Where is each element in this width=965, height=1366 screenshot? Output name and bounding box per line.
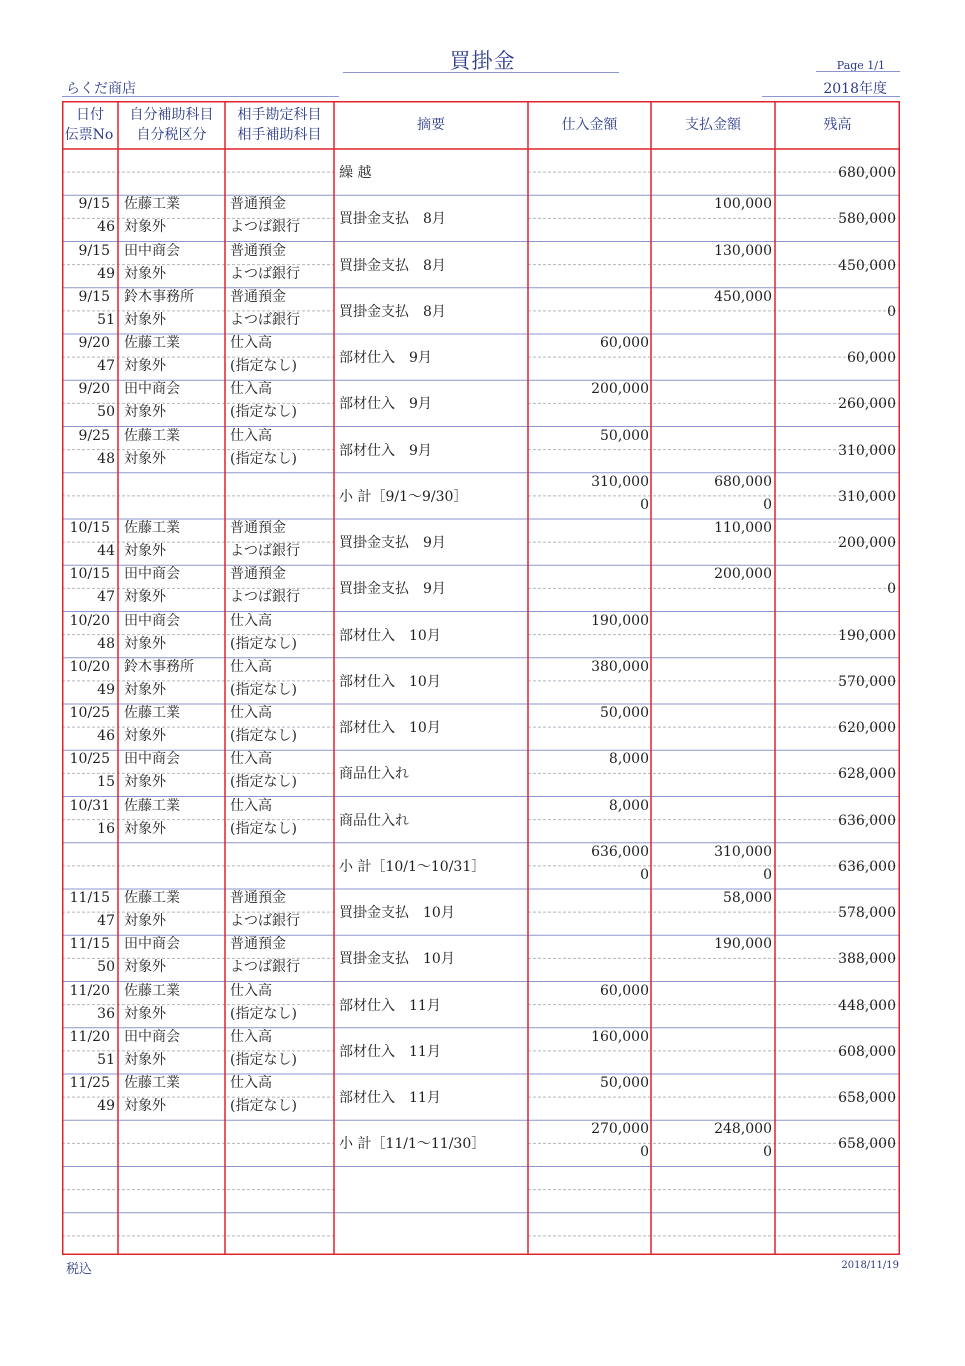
cell-sub-account: 佐藤工業 xyxy=(124,196,180,213)
cell-balance: 260,000 xyxy=(838,396,896,413)
print-date: 2018/11/19 xyxy=(841,1260,899,1271)
cell-balance: 578,000 xyxy=(838,905,896,921)
year-underline xyxy=(762,96,900,97)
cell-memo: 商品仕入れ xyxy=(339,766,409,783)
cell-counter-sub: よつば銀行 xyxy=(230,219,300,236)
cell-counter-sub: (指定なし) xyxy=(230,635,297,652)
cell-counter-account: 仕入高 xyxy=(230,797,272,814)
cell-balance: 0 xyxy=(887,303,896,320)
cell-sub-account: 佐藤工業 xyxy=(124,890,180,906)
header-slip-no: 伝票No xyxy=(64,127,114,143)
cell-slip-no: 47 xyxy=(97,589,115,606)
cell-slip-no: 15 xyxy=(97,774,115,791)
cell-balance: 658,000 xyxy=(838,1136,896,1153)
cell-slip-no: 16 xyxy=(97,820,115,837)
cell-counter-account: 仕入高 xyxy=(230,982,272,999)
cell-balance: 200,000 xyxy=(838,535,896,551)
title-underline xyxy=(343,72,619,73)
cell-slip-no: 47 xyxy=(97,913,115,929)
cell-memo: 部材仕入 11月 xyxy=(339,997,441,1014)
cell-sub-account: 佐藤工業 xyxy=(124,520,180,536)
cell-date: 9/15 xyxy=(78,196,110,213)
cell-counter-account: 仕入高 xyxy=(230,751,272,768)
cell-tax-class: 対象外 xyxy=(124,820,166,837)
cell-memo: 商品仕入れ xyxy=(339,812,409,829)
cell-date: 11/25 xyxy=(69,1075,110,1091)
cell-memo: 繰 越 xyxy=(339,165,372,181)
cell-slip-no: 47 xyxy=(97,358,115,374)
cell-memo: 部材仕入 9月 xyxy=(339,396,432,413)
cell-sub-account: 鈴木事務所 xyxy=(124,658,194,675)
cell-balance: 310,000 xyxy=(838,488,896,505)
page-underline xyxy=(816,71,900,72)
cell-balance: 658,000 xyxy=(838,1090,896,1106)
cell-date: 9/20 xyxy=(78,335,110,351)
cell-tax-class: 対象外 xyxy=(124,265,166,282)
cell-tax-class: 対象外 xyxy=(124,543,166,559)
cell-purchase-amount: 60,000 xyxy=(600,982,649,999)
cell-counter-account: 仕入高 xyxy=(230,335,272,351)
cell-sub-account: 佐藤工業 xyxy=(124,427,180,444)
header-memo: 摘要 xyxy=(417,117,445,133)
cell-memo: 買掛金支払 9月 xyxy=(339,535,446,551)
cell-memo: 買掛金支払 9月 xyxy=(339,581,446,598)
cell-counter-account: 仕入高 xyxy=(230,658,272,675)
cell-payment-amount: 248,000 xyxy=(714,1121,772,1138)
cell-slip-no: 44 xyxy=(97,543,115,559)
cell-date: 10/20 xyxy=(69,658,110,675)
cell-purchase-tax: 0 xyxy=(640,1144,649,1161)
cell-counter-sub: よつば銀行 xyxy=(230,265,300,282)
cell-memo: 小 計［9/1～9/30］ xyxy=(339,488,468,505)
cell-purchase-amount: 60,000 xyxy=(600,335,649,351)
cell-sub-account: 佐藤工業 xyxy=(124,797,180,814)
cell-purchase-amount: 270,000 xyxy=(591,1121,649,1138)
cell-tax-class: 対象外 xyxy=(124,959,166,976)
cell-balance: 628,000 xyxy=(838,766,896,783)
cell-memo: 部材仕入 9月 xyxy=(339,350,432,366)
cell-payment-amount: 100,000 xyxy=(714,196,772,213)
cell-slip-no: 46 xyxy=(97,219,115,236)
cell-date: 9/15 xyxy=(78,242,110,259)
cell-slip-no: 49 xyxy=(97,1098,115,1114)
cell-memo: 買掛金支払 10月 xyxy=(339,905,455,921)
cell-purchase-amount: 200,000 xyxy=(591,381,649,398)
cell-date: 11/15 xyxy=(69,890,110,906)
cell-purchase-amount: 8,000 xyxy=(608,751,649,768)
cell-counter-sub: (指定なし) xyxy=(230,1051,297,1068)
cell-slip-no: 49 xyxy=(97,681,115,698)
cell-counter-sub: よつば銀行 xyxy=(230,913,300,929)
cell-slip-no: 50 xyxy=(97,404,115,421)
cell-counter-sub: (指定なし) xyxy=(230,450,297,467)
cell-payment-amount: 58,000 xyxy=(723,890,772,906)
cell-memo: 部材仕入 11月 xyxy=(339,1090,441,1106)
cell-sub-account: 佐藤工業 xyxy=(124,982,180,999)
ledger-table xyxy=(62,101,900,1255)
cell-date: 9/20 xyxy=(78,381,110,398)
cell-sub-account: 田中商会 xyxy=(124,612,180,629)
cell-sub-account: 田中商会 xyxy=(124,751,180,768)
cell-payment-amount: 110,000 xyxy=(714,520,772,536)
cell-counter-account: 仕入高 xyxy=(230,1028,272,1045)
cell-memo: 小 計［11/1～11/30］ xyxy=(339,1136,486,1153)
cell-balance: 620,000 xyxy=(838,720,896,736)
cell-counter-sub: (指定なし) xyxy=(230,681,297,698)
cell-balance: 60,000 xyxy=(847,350,896,366)
cell-sub-account: 田中商会 xyxy=(124,242,180,259)
cell-date: 11/20 xyxy=(69,982,110,999)
cell-balance: 636,000 xyxy=(838,858,896,875)
cell-counter-account: 普通預金 xyxy=(230,196,286,213)
header-payment-amount: 支払金額 xyxy=(685,117,741,133)
cell-counter-sub: (指定なし) xyxy=(230,1098,297,1114)
cell-tax-class: 対象外 xyxy=(124,728,166,744)
cell-date: 10/15 xyxy=(69,520,110,536)
cell-counter-sub: (指定なし) xyxy=(230,820,297,837)
cell-counter-account: 普通預金 xyxy=(230,566,286,583)
cell-balance: 310,000 xyxy=(838,442,896,459)
cell-payment-amount: 190,000 xyxy=(714,936,772,953)
cell-counter-sub: (指定なし) xyxy=(230,774,297,791)
cell-sub-account: 鈴木事務所 xyxy=(124,288,194,305)
cell-memo: 買掛金支払 8月 xyxy=(339,303,446,320)
cell-counter-account: 仕入高 xyxy=(230,705,272,721)
cell-balance: 580,000 xyxy=(838,211,896,228)
cell-slip-no: 49 xyxy=(97,265,115,282)
cell-tax-class: 対象外 xyxy=(124,1005,166,1022)
cell-tax-class: 対象外 xyxy=(124,219,166,236)
cell-payment-amount: 130,000 xyxy=(714,242,772,259)
cell-date: 10/15 xyxy=(69,566,110,583)
cell-counter-account: 仕入高 xyxy=(230,381,272,398)
cell-slip-no: 51 xyxy=(97,311,115,328)
cell-balance: 448,000 xyxy=(838,997,896,1014)
cell-sub-account: 田中商会 xyxy=(124,566,180,583)
cell-counter-sub: (指定なし) xyxy=(230,728,297,744)
cell-tax-class: 対象外 xyxy=(124,774,166,791)
cell-date: 9/15 xyxy=(78,288,110,305)
header-purchase-amount: 仕入金額 xyxy=(561,117,618,133)
cell-counter-account: 仕入高 xyxy=(230,1075,272,1091)
cell-purchase-amount: 8,000 xyxy=(608,797,649,814)
cell-payment-tax: 0 xyxy=(763,496,772,513)
cell-purchase-amount: 636,000 xyxy=(591,843,649,860)
cell-counter-sub: よつば銀行 xyxy=(230,959,300,976)
cell-purchase-amount: 50,000 xyxy=(600,1075,649,1091)
cell-balance: 450,000 xyxy=(838,257,896,274)
cell-balance: 388,000 xyxy=(838,951,896,968)
cell-balance: 570,000 xyxy=(838,673,896,690)
cell-purchase-tax: 0 xyxy=(640,866,649,883)
header-date: 日付 xyxy=(76,107,104,123)
cell-payment-tax: 0 xyxy=(763,866,772,883)
header-balance: 残高 xyxy=(823,117,852,133)
cell-tax-class: 対象外 xyxy=(124,358,166,374)
cell-payment-tax: 0 xyxy=(763,1144,772,1161)
cell-tax-class: 対象外 xyxy=(124,1051,166,1068)
cell-tax-class: 対象外 xyxy=(124,681,166,698)
cell-tax-class: 対象外 xyxy=(124,311,166,328)
cell-counter-account: 普通預金 xyxy=(230,288,286,305)
cell-counter-sub: よつば銀行 xyxy=(230,543,300,559)
cell-slip-no: 36 xyxy=(97,1005,115,1022)
fiscal-year: 2018年度 xyxy=(823,81,887,97)
cell-sub-account: 佐藤工業 xyxy=(124,1075,180,1091)
cell-purchase-amount: 50,000 xyxy=(600,427,649,444)
cell-counter-sub: (指定なし) xyxy=(230,404,297,421)
cell-counter-account: 仕入高 xyxy=(230,427,272,444)
cell-sub-account: 佐藤工業 xyxy=(124,335,180,351)
cell-memo: 部材仕入 9月 xyxy=(339,442,432,459)
cell-counter-account: 普通預金 xyxy=(230,242,286,259)
cell-memo: 買掛金支払 10月 xyxy=(339,951,455,968)
cell-purchase-amount: 190,000 xyxy=(591,612,649,629)
cell-counter-sub: よつば銀行 xyxy=(230,589,300,606)
cell-sub-account: 田中商会 xyxy=(124,936,180,953)
cell-date: 9/25 xyxy=(78,427,110,444)
company-name: らくだ商店 xyxy=(66,81,136,97)
cell-counter-sub: (指定なし) xyxy=(230,358,297,374)
cell-memo: 部材仕入 10月 xyxy=(339,720,441,736)
cell-date: 10/20 xyxy=(69,612,110,629)
cell-date: 11/20 xyxy=(69,1028,110,1045)
cell-sub-account: 田中商会 xyxy=(124,381,180,398)
cell-purchase-amount: 310,000 xyxy=(591,473,649,490)
cell-slip-no: 48 xyxy=(97,635,115,652)
cell-tax-class: 対象外 xyxy=(124,589,166,606)
cell-memo: 部材仕入 10月 xyxy=(339,627,441,644)
cell-date: 10/31 xyxy=(69,797,110,814)
header-sub-account: 自分補助科目 xyxy=(129,107,214,123)
cell-counter-account: 普通預金 xyxy=(230,936,286,953)
header-counter-account: 相手勘定科目 xyxy=(237,107,322,123)
cell-balance: 608,000 xyxy=(838,1043,896,1060)
cell-payment-amount: 310,000 xyxy=(714,843,772,860)
cell-memo: 買掛金支払 8月 xyxy=(339,257,446,274)
cell-slip-no: 51 xyxy=(97,1051,115,1068)
cell-counter-account: 仕入高 xyxy=(230,612,272,629)
cell-memo: 部材仕入 11月 xyxy=(339,1043,441,1060)
cell-balance: 0 xyxy=(887,581,896,598)
cell-counter-account: 普通預金 xyxy=(230,890,286,906)
cell-balance: 636,000 xyxy=(838,812,896,829)
cell-purchase-amount: 160,000 xyxy=(591,1028,649,1045)
cell-date: 11/15 xyxy=(69,936,110,953)
cell-memo: 買掛金支払 8月 xyxy=(339,211,446,228)
cell-memo: 小 計［10/1～10/31］ xyxy=(339,858,486,875)
cell-slip-no: 48 xyxy=(97,450,115,467)
cell-counter-sub: (指定なし) xyxy=(230,1005,297,1022)
company-underline xyxy=(62,96,339,97)
cell-tax-class: 対象外 xyxy=(124,635,166,652)
cell-counter-account: 普通預金 xyxy=(230,520,286,536)
cell-balance: 190,000 xyxy=(838,627,896,644)
cell-payment-amount: 450,000 xyxy=(714,288,772,305)
cell-tax-class: 対象外 xyxy=(124,913,166,929)
cell-purchase-amount: 380,000 xyxy=(591,658,649,675)
cell-date: 10/25 xyxy=(69,751,110,768)
cell-purchase-tax: 0 xyxy=(640,496,649,513)
cell-tax-class: 対象外 xyxy=(124,1098,166,1114)
cell-purchase-amount: 50,000 xyxy=(600,705,649,721)
cell-counter-sub: よつば銀行 xyxy=(230,311,300,328)
cell-tax-class: 対象外 xyxy=(124,404,166,421)
cell-sub-account: 田中商会 xyxy=(124,1028,180,1045)
tax-note: 税込 xyxy=(66,1262,93,1277)
page-number: Page 1/1 xyxy=(836,59,885,72)
cell-payment-amount: 680,000 xyxy=(714,473,772,490)
header-tax-class: 自分税区分 xyxy=(136,127,207,143)
document-title: 買掛金 xyxy=(449,49,516,73)
cell-slip-no: 46 xyxy=(97,728,115,744)
cell-tax-class: 対象外 xyxy=(124,450,166,467)
cell-sub-account: 佐藤工業 xyxy=(124,705,180,721)
cell-payment-amount: 200,000 xyxy=(714,566,772,583)
cell-balance: 680,000 xyxy=(838,165,896,181)
header-counter-sub: 相手補助科目 xyxy=(237,127,322,143)
cell-date: 10/25 xyxy=(69,705,110,721)
cell-memo: 部材仕入 10月 xyxy=(339,673,441,690)
cell-slip-no: 50 xyxy=(97,959,115,976)
